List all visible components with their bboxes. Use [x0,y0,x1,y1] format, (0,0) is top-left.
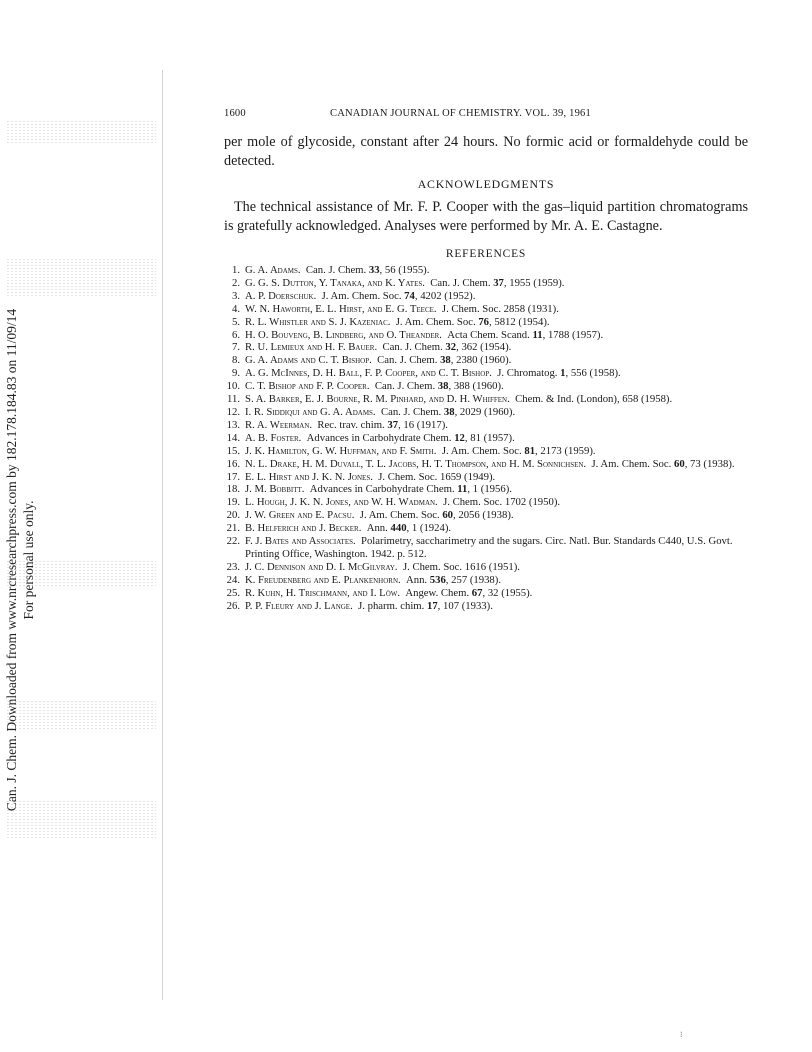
reference-number: 25. [226,586,240,599]
reference-pages-year: , 2173 (1959). [535,444,596,457]
reference-pages-year: , 257 (1938). [445,573,502,586]
watermark-line-1: Can. J. Chem. Downloaded from www.nrcresearchpress.com by 182.178.184.83 on 11/09/14 [4,308,19,812]
reference-authors: A. G. McInnes, D. H. Ball, F. P. Cooper, and C. T. Bishop. [245,367,492,380]
reference-number: 11. [227,393,240,406]
reference-pages-year: , 16 (1917). [398,418,448,431]
reference-source: Advances in Carbohydrate Chem. [306,431,452,444]
reference-authors: R. A. Weerman. [245,418,313,431]
reference-volume: 12 [454,431,465,444]
reference-number: 19. [226,496,240,509]
reference-pages-year: , 107 (1933). [437,599,493,612]
reference-pages-year: , 56 (1955). [379,264,430,276]
reference-item [224,419,748,432]
reference-authors: J. C. Dennison and D. I. McGilvray. [245,560,398,573]
reference-pages-year: 2858 (1931). [503,302,559,315]
reference-item [224,600,748,613]
acknowledgments-heading: ACKNOWLEDGMENTS [417,177,555,191]
reference-pages-year: , 1788 (1957). [542,328,604,341]
reference-source: J. Am. Chem. Soc. [591,457,672,470]
scan-noise [6,120,156,144]
reference-volume: 60 [674,457,685,470]
reference-source: J. pharm. chim. [358,599,425,612]
reference-pages-year: , 1 (1956). [467,483,512,496]
reference-volume: 17 [426,599,438,612]
reference-authors: H. O. Bouveng, B. Lindberg, and O. Theander. [245,328,442,341]
reference-number: 1. [231,264,240,276]
reference-pages-year: , 2056 (1938). [453,509,514,522]
reference-item [224,303,748,316]
reference-item [224,522,748,535]
reference-authors: L. Hough, J. K. N. Jones, and W. H. Wadman. [245,496,438,509]
reference-number: 12. [226,405,240,418]
reference-volume: 37 [387,418,399,431]
reference-source: Ann. [366,522,388,535]
reference-source: J. Chem. Soc. [378,470,438,483]
reference-pages-year: 1659 (1949). [440,470,496,483]
reference-number: 2. [231,276,240,289]
reference-item [224,432,748,445]
reference-pages-year: , 4202 (1952). [414,289,476,302]
reference-number: 20. [226,509,240,522]
reference-volume: 38 [443,405,455,418]
reference-item [224,329,748,342]
reference-source: J. Chem. Soc. [402,560,463,573]
reference-number: 13. [226,418,240,431]
reference-pages-year: 1702 (1950). [504,496,561,509]
reference-pages-year: , 5812 (1954). [489,315,550,328]
reference-volume: 38 [437,380,449,393]
reference-authors: J. K. Hamilton, G. W. Huffman, and F. Smith. [245,444,437,457]
reference-pages-year: , 32 (1955). [482,586,533,599]
reference-volume: 38 [440,354,451,367]
reference-authors: J. W. Green and E. Pacsu. [245,509,355,522]
scan-mark: ⁝ [680,1030,683,1039]
reference-number: 7. [231,341,240,354]
reference-volume: 60 [442,509,454,522]
journal-title: CANADIAN JOURNAL OF CHEMISTRY. VOL. 39, 1961 [330,108,591,119]
reference-source: Rec. trav. chim. [317,418,385,431]
reference-volume: 32 [445,341,457,354]
reference-source: J. Am. Chem. Soc. [321,289,402,302]
reference-number: 26. [226,599,240,612]
reference-number: 21. [226,522,240,535]
reference-authors: R. U. Lemieux and H. F. Bauer. [245,341,378,354]
reference-source: Can. J. Chem. [377,354,438,367]
reference-volume: 11 [457,483,468,496]
reference-number: 5. [231,315,240,328]
reference-authors: I. R. Siddiqui and G. A. Adams. [245,405,376,418]
reference-volume: 81 [524,444,536,457]
reference-number: 24. [226,573,240,586]
reference-authors: G. G. S. Dutton, Y. Tanaka, and K. Yates. [245,276,425,289]
reference-authors: B. Helferich and J. Becker. [245,522,362,535]
reference-item [224,471,748,484]
reference-number: 17. [226,470,240,483]
reference-authors: F. J. Bates and Associates. [245,535,356,548]
reference-item [224,496,748,509]
reference-item [224,277,748,290]
reference-number: 8. [231,354,240,367]
scan-noise [6,800,156,840]
continuation-paragraph: per mole of glycoside, constant after 24 hours. No formic acid or formaldehyde could be detected. [224,134,748,169]
reference-authors: K. Freudenberg and E. Plankenhorn. [245,573,401,586]
reference-number: 16. [226,457,240,470]
reference-source: Can. J. Chem. [305,264,367,276]
reference-source: J. Am. Chem. Soc. [359,509,440,522]
reference-item [224,316,748,329]
reference-volume: 37 [493,276,504,289]
reference-authors: J. M. Bobbitt. [245,483,305,496]
reference-authors: N. L. Drake, H. M. Duvall, T. L. Jacobs, H. T. Thompson, and H. M. Sonnichsen. [245,457,587,470]
watermark-line-2: For personal use only. [21,500,36,620]
reference-pages-year: 658 (1958). [622,393,673,406]
reference-source: J. Am. Chem. Soc. [441,444,522,457]
reference-source: Can. J. Chem. [374,380,436,393]
reference-number: 10. [226,380,240,393]
reference-item [224,341,748,354]
reference-item [224,483,748,496]
reference-source: J. Chem. Soc. [441,302,501,315]
reference-authors: A. P. Doerschuk. [245,289,317,302]
reference-number: 4. [231,302,240,315]
acknowledgments-text: The technical assistance of Mr. F. P. Cooper with the gas–liquid partition chromatograms is gratefully acknowledged. Analyses were performed by Mr. A. E. Castagne. [224,199,748,234]
reference-source: J. Chem. Soc. [443,496,503,509]
reference-source: Advances in Carbohydrate Chem. [309,483,455,496]
scan-noise [6,560,156,588]
reference-authors: G. A. Adams and C. T. Bishop. [245,354,372,367]
reference-source: Can. J. Chem. [380,405,442,418]
reference-pages-year: , 2029 (1960). [454,405,516,418]
reference-volume: 33 [368,264,380,276]
reference-number: 3. [231,289,240,302]
reference-authors: P. P. Fleury and J. Lange. [245,599,353,612]
reference-number: 18. [226,483,240,496]
reference-item [224,367,748,380]
reference-number: 23. [226,560,240,573]
reference-pages-year: , 1 (1924). [406,522,452,535]
reference-number: 22. [226,535,240,548]
reference-number: 15. [226,444,240,457]
reference-authors: W. N. Haworth, E. L. Hirst, and E. G. Teece. [245,302,437,315]
reference-item [224,393,748,406]
reference-item [224,561,748,574]
reference-authors: G. A. Adams. [245,264,301,276]
reference-volume: 1 [560,367,566,380]
reference-pages-year: 1616 (1951). [464,560,520,573]
reference-authors: R. L. Whistler and S. J. Kazeniac. [245,315,391,328]
download-watermark [0,0,40,1052]
reference-source: Angew. Chem. [405,586,470,599]
reference-authors: S. A. Barker, E. J. Bourne, R. M. Pinhard, and D. H. Whiffen. [245,393,510,406]
reference-authors: C. T. Bishop and F. P. Cooper. [245,380,370,393]
reference-authors: R. Kuhn, H. Trischmann, and I. Löw. [245,586,401,599]
reference-item [224,354,748,367]
reference-pages-year: , 362 (1954). [456,341,512,354]
reference-item [224,509,748,522]
reference-authors: A. B. Foster. [245,431,302,444]
reference-source: Chem. & Ind. (London), [515,393,620,406]
reference-source: J. Am. Chem. Soc. [395,315,476,328]
reference-volume: 440 [390,522,407,535]
reference-pages-year: , 388 (1960). [448,380,504,393]
reference-source: Acta Chem. Scand. [447,328,530,341]
reference-volume: 67 [471,586,483,599]
scan-noise [6,258,156,298]
references-heading: REFERENCES [445,248,527,260]
reference-number: 14. [226,431,240,444]
reference-authors: E. L. Hirst and J. K. N. Jones. [245,470,373,483]
reference-item [224,406,748,419]
reference-item [224,264,748,277]
reference-volume: 74 [404,289,415,302]
reference-number: 6. [231,328,240,341]
reference-list [224,264,748,612]
reference-number: 9. [231,367,240,380]
reference-item [224,574,748,587]
reference-pages-year: , 2380 (1960). [450,354,512,367]
page-content [224,108,748,612]
reference-source: Polarimetry, saccharimetry and the sugars. Circ. Natl. Bur. Standards C440, U.S. Govt. Printing Office, Washington. 1942. p. 512. [245,535,733,560]
scan-noise [6,700,156,730]
reference-pages-year: , 556 (1958). [565,367,621,380]
reference-pages-year: , 81 (1957). [464,431,515,444]
reference-item [224,587,748,600]
reference-source: Ann. [406,573,428,586]
reference-source: J. Chromatog. [497,367,558,380]
reference-volume: 536 [429,573,446,586]
reference-item [224,380,748,393]
gutter-rule [162,70,163,1000]
reference-item [224,535,748,561]
reference-pages-year: , 1955 (1959). [503,276,565,289]
reference-pages-year: , 73 (1938). [684,457,735,470]
reference-source: Can. J. Chem. [382,341,443,354]
reference-item [224,290,748,303]
reference-volume: 76 [478,315,489,328]
reference-item [224,458,748,471]
page-number: 1600 [224,108,246,119]
reference-volume: 11 [532,328,543,341]
running-head [224,108,748,122]
reference-item [224,445,748,458]
reference-source: Can. J. Chem. [430,276,491,289]
